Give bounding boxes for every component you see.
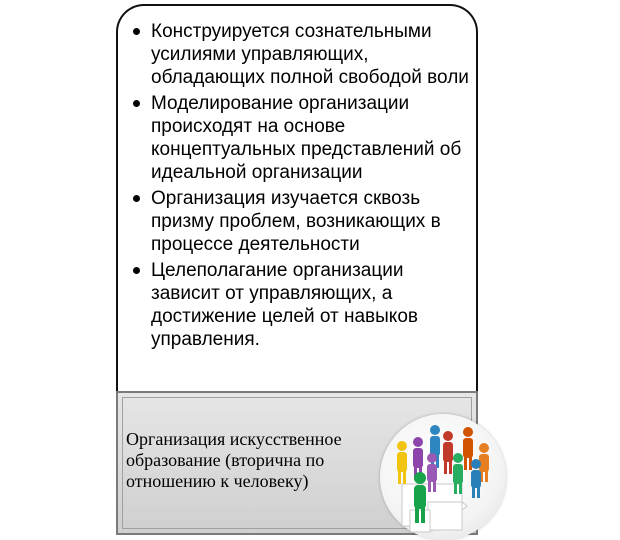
bullet-item: Целеполагание организации зависит от управляющих, а достижение целей от навыков управления. — [131, 259, 471, 351]
bullet-icon — [133, 100, 140, 107]
bullet-icon — [133, 267, 140, 274]
characteristics-card — [116, 4, 478, 392]
bullet-icon — [133, 195, 140, 202]
bullet-item: Конструируется сознательными усилиями управляющих, обладающих полной свободой воли — [131, 20, 471, 89]
bullet-item: Моделирование организации происходят на основе концептуальных представлений об идеальной организации — [131, 92, 471, 184]
bullet-list — [131, 20, 471, 354]
bullet-item: Организация изучается сквозь призму проблем, возникающих в процессе деятельности — [131, 187, 471, 256]
bullet-icon — [133, 28, 140, 35]
summary-caption: Организация искусственное образование (вторична по отношению к человеку) — [126, 429, 342, 491]
people-puzzle-icon — [380, 414, 506, 540]
